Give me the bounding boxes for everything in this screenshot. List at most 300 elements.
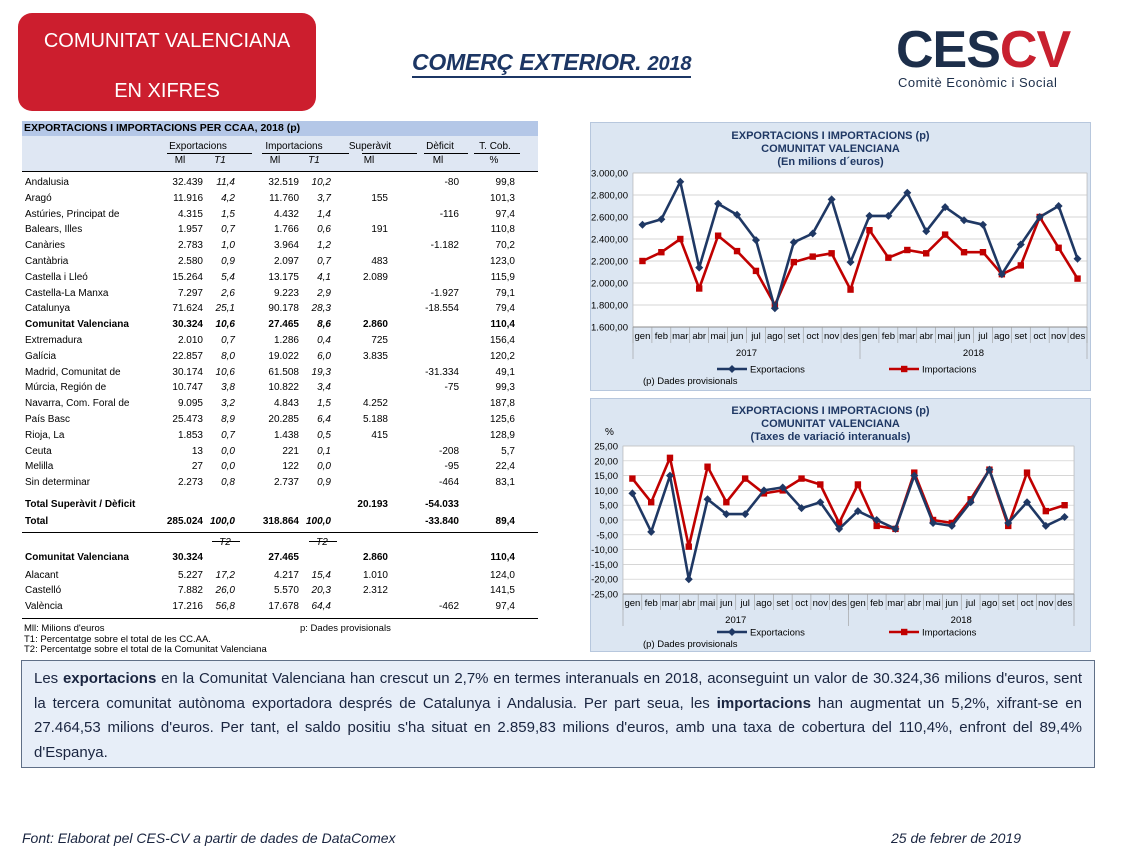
table-row-imports: 1.766 — [273, 224, 299, 236]
x-tick-label: nov — [1050, 331, 1067, 342]
table-row-deficit: -116 — [439, 208, 459, 220]
x-tick-label: des — [1069, 331, 1086, 342]
cv-total-row-coverage: 110,4 — [490, 552, 515, 563]
total-sup-def-row-label: Total Superàvit / Dèficit — [25, 499, 136, 510]
footer-source: Font: Elaborat pel CES-CV a partir de dades de DataComex — [22, 830, 396, 846]
table-row-coverage: 156,4 — [489, 335, 515, 346]
data-point-importacions — [648, 499, 654, 505]
table-row-imports-share: 0,9 — [317, 477, 331, 489]
data-point-importacions — [885, 255, 891, 261]
table-row-label: Sin determinar — [25, 477, 91, 489]
chart-subtitle: COMUNITAT VALENCIANA — [761, 143, 900, 155]
year-label: 2017 — [725, 615, 747, 626]
y-tick-label: 2.800,00 — [591, 190, 628, 202]
legend-marker-exports — [728, 365, 736, 373]
total-row-exports: 285.024 — [166, 516, 203, 527]
x-tick-label: mai — [937, 331, 953, 342]
data-point-importacions — [1074, 275, 1080, 281]
x-tick-label: abr — [907, 598, 922, 609]
x-tick-label: jun — [730, 331, 744, 342]
header-bottom-rule — [22, 171, 538, 172]
y-tick-label: -10,00 — [591, 545, 618, 557]
table-row-exports-share: 0,7 — [221, 224, 235, 236]
x-tick-label: abr — [681, 598, 696, 609]
table-row-exports: 2.580 — [177, 256, 203, 267]
table-row-imports: 4.432 — [273, 208, 299, 220]
table-row-coverage: 125,6 — [489, 414, 515, 425]
y-tick-label: -15,00 — [591, 559, 618, 571]
province-row-imports-share: 15,4 — [311, 570, 331, 581]
province-row-coverage: 124,0 — [489, 570, 515, 581]
data-point-importacions — [1024, 469, 1030, 475]
note-t1: T1: Percentatge sobre el total de les CC.AA. — [24, 633, 211, 645]
table-notes — [24, 623, 391, 656]
table-row-coverage: 115,9 — [490, 271, 515, 283]
column-group-header: Exportacions — [169, 141, 227, 152]
y-tick-label: -5,00 — [596, 530, 618, 542]
data-point-importacions — [828, 250, 834, 256]
year-label: 2018 — [962, 348, 985, 359]
table-row-exports: 2.010 — [177, 335, 203, 346]
legend-label-exports: Exportacions — [750, 364, 805, 376]
province-row-imports: 5.570 — [273, 585, 299, 597]
chart-subtitle: COMUNITAT VALENCIANA — [761, 418, 900, 430]
x-tick-label: nov — [1038, 598, 1054, 609]
table-row-coverage: 110,8 — [490, 224, 515, 236]
table-row-surplus: 725 — [371, 335, 388, 346]
table-row-exports-share: 8,0 — [221, 350, 235, 362]
data-point-importacions — [810, 253, 816, 259]
data-point-importacions — [1061, 502, 1067, 508]
x-tick-label: feb — [644, 598, 658, 609]
total-sup-def-row-deficit: -54.033 — [425, 499, 459, 510]
table-row-imports: 1.438 — [273, 429, 299, 441]
x-tick-label: jun — [945, 598, 959, 609]
table-row-imports: 2.097 — [273, 256, 299, 267]
table-row-surplus: 191 — [371, 224, 388, 236]
table-row-label: Galícia — [25, 350, 57, 362]
data-point-importacions — [798, 475, 804, 481]
legend-marker-exports — [728, 628, 736, 636]
data-point-importacions — [715, 233, 721, 239]
y-tick-label: 2.200,00 — [591, 256, 628, 268]
header-underline — [262, 153, 349, 154]
table-row-exports-share: 0,9 — [221, 256, 235, 267]
total-bottom-rule — [22, 532, 538, 533]
table-row-coverage: 79,4 — [495, 303, 515, 315]
chart-svg — [591, 123, 1090, 390]
data-point-importacions — [1055, 245, 1061, 251]
province-row-imports: 4.217 — [273, 570, 299, 581]
legend-marker-imports — [901, 366, 907, 372]
total-row-exports-share: 100,0 — [209, 516, 235, 527]
year-label: 2018 — [950, 615, 972, 626]
table-row-exports-share: 0,0 — [221, 445, 235, 457]
data-point-importacions — [742, 475, 748, 481]
table-row-exports: 30.174 — [172, 366, 203, 378]
table-row-deficit: -1.927 — [430, 287, 459, 299]
badge-line-1: COMUNITAT VALENCIANA — [43, 30, 291, 52]
data-point-importacions — [817, 481, 823, 487]
page-title — [412, 50, 691, 78]
province-row-surplus: 2.312 — [362, 585, 388, 597]
table-row-label: Rioja, La — [25, 429, 65, 441]
y-tick-label: 10,00 — [594, 485, 618, 497]
table-row-label: Comunitat Valenciana — [25, 319, 129, 331]
total-row-imports: 318.864 — [262, 516, 299, 527]
data-point-importacions — [658, 249, 664, 255]
x-tick-label: jul — [740, 598, 750, 609]
column-sub-header: T1 — [214, 155, 226, 166]
data-point-importacions — [723, 499, 729, 505]
table-row-imports-share: 1,2 — [317, 240, 331, 252]
x-tick-label: mai — [699, 598, 716, 609]
table-row-imports-share: 1,5 — [317, 398, 331, 410]
cv-total-row-exports: 30.324 — [172, 552, 203, 563]
x-tick-label: gen — [624, 598, 641, 609]
total-row-coverage: 89,4 — [495, 516, 515, 527]
table-row-deficit: -80 — [444, 177, 459, 188]
column-sub-header: Ml — [269, 155, 281, 166]
data-point-importacions — [753, 268, 759, 274]
data-point-importacions — [639, 258, 645, 264]
y-tick-label: 2.600,00 — [591, 212, 628, 224]
chart-levels — [590, 122, 1091, 391]
column-group-header: Importacions — [265, 141, 323, 152]
table-row-exports-share: 0,0 — [221, 461, 235, 473]
table-row-exports: 25.473 — [172, 414, 203, 425]
province-row-exports: 17.216 — [172, 600, 203, 612]
table-row-imports: 4.843 — [273, 398, 299, 410]
logo-ces: CES — [896, 21, 1000, 79]
table-row-coverage: 83,1 — [495, 477, 515, 489]
table-row-coverage: 5,7 — [501, 445, 515, 457]
table-row-imports-share: 6,4 — [317, 414, 331, 425]
province-row-exports-share: 56,8 — [215, 600, 235, 612]
y-tick-label: 25,00 — [594, 441, 618, 453]
summary-part-1: Les — [34, 670, 63, 687]
region-badge — [18, 13, 316, 111]
table-row-exports: 1.853 — [177, 429, 203, 441]
logo-cv: CV — [999, 21, 1071, 79]
table-row-imports: 221 — [282, 445, 299, 457]
province-row-exports: 5.227 — [177, 570, 203, 581]
table-row-imports-share: 0,6 — [317, 224, 331, 236]
total-row-deficit: -33.840 — [425, 516, 459, 527]
table-row-coverage: 70,2 — [495, 240, 515, 252]
table-row-exports: 32.439 — [172, 177, 203, 188]
x-tick-label: mar — [899, 331, 916, 342]
table-row-imports-share: 10,2 — [311, 177, 331, 188]
data-point-importacions — [1018, 262, 1024, 268]
header-underline — [424, 153, 468, 154]
province-row-surplus: 1.010 — [362, 570, 388, 581]
table-row-imports: 122 — [282, 461, 299, 473]
table-row-exports: 2.783 — [177, 240, 203, 252]
legend-label-imports: Importacions — [922, 364, 977, 376]
table-row-imports-share: 0,1 — [317, 445, 331, 457]
badge-line-2: EN XIFRES — [114, 80, 220, 102]
data-point-importacions — [866, 227, 872, 233]
table-row-exports-share: 11,4 — [216, 177, 235, 188]
table-row-imports: 13.175 — [268, 271, 299, 283]
summary-bold-exports: exportacions — [62, 670, 157, 687]
cescv-logo — [896, 21, 1102, 94]
y-axis-label: % — [605, 427, 614, 438]
header-underline — [474, 153, 520, 154]
province-row-imports-share: 64,4 — [311, 600, 331, 612]
x-tick-label: ago — [993, 331, 1010, 342]
data-point-importacions — [847, 286, 853, 292]
province-row-exports: 7.882 — [177, 585, 203, 597]
data-point-importacions — [696, 285, 702, 291]
table-row-coverage: 110,4 — [490, 319, 515, 331]
table-row-exports-share: 10,6 — [215, 366, 235, 378]
x-tick-label: feb — [881, 331, 895, 342]
table-row-exports: 71.624 — [172, 303, 203, 315]
summary-text — [21, 660, 1095, 768]
chart-subtitle: (Taxes de variació interanuals) — [750, 431, 911, 443]
x-tick-label: oct — [1020, 598, 1034, 609]
table-row-imports: 90.178 — [268, 303, 299, 315]
x-tick-label: ago — [766, 331, 783, 342]
table-row-exports: 15.264 — [172, 271, 203, 283]
x-tick-label: mar — [672, 331, 689, 342]
table-row-imports-share: 0,7 — [317, 256, 331, 267]
note-provisional: p: Dades provisionals — [300, 623, 391, 634]
table-row-exports-share: 0,7 — [221, 335, 235, 346]
table-row-imports-share: 0,0 — [317, 461, 331, 473]
table-row-deficit: -31.334 — [425, 366, 459, 378]
table-row-coverage: 101,3 — [489, 192, 515, 204]
y-tick-label: 1.600,00 — [591, 322, 628, 334]
x-tick-label: oct — [806, 331, 820, 342]
table-row-surplus: 415 — [371, 429, 388, 441]
x-tick-label: oct — [1033, 331, 1047, 342]
table-row-coverage: 99,8 — [495, 177, 515, 188]
x-tick-label: feb — [870, 598, 884, 609]
chart-note: (p) Dades provisionals — [643, 376, 738, 387]
x-tick-label: des — [831, 598, 847, 609]
province-row-exports-share: 17,2 — [215, 570, 235, 581]
table-row-imports-share: 28,3 — [311, 303, 331, 315]
table-row-label: Canàries — [25, 240, 66, 252]
table-row-imports-share: 8,6 — [317, 319, 331, 331]
y-tick-label: 2.000,00 — [591, 278, 628, 290]
column-sub-header: Ml — [174, 155, 186, 166]
note-t2: T2: Percentatge sobre el total de la Comunitat Valenciana — [24, 644, 267, 655]
table-row-label: Extremadura — [25, 335, 83, 346]
column-group-header: Dèficit — [426, 141, 454, 152]
table-row-imports: 61.508 — [268, 366, 299, 378]
cv-total-row-imports: 27.465 — [268, 552, 299, 563]
table-row-imports-share: 0,5 — [317, 429, 331, 441]
table-row-deficit: -208 — [438, 445, 459, 457]
year-label: 2017 — [735, 348, 758, 359]
table-row-label: Ceuta — [25, 445, 52, 457]
data-point-importacions — [677, 236, 683, 242]
x-tick-label: des — [1056, 598, 1073, 609]
table-row-exports: 22.857 — [172, 350, 203, 362]
y-tick-label: 15,00 — [594, 471, 618, 483]
x-tick-label: mar — [661, 598, 679, 609]
table-row-label: País Basc — [25, 414, 71, 425]
y-tick-label: 2.400,00 — [591, 234, 628, 246]
table-row-label: Madrid, Comunitat de — [25, 366, 121, 378]
table-row-imports: 20.285 — [268, 414, 299, 425]
table-row-deficit: -464 — [438, 477, 459, 489]
table-row-exports: 30.324 — [172, 319, 203, 331]
table-row-surplus: 3.835 — [362, 350, 388, 362]
data-point-importacions — [1043, 508, 1049, 514]
note-ml: Mll: Milions d'euros — [24, 623, 105, 634]
legend-label-imports: Importacions — [922, 627, 977, 639]
table-row-imports: 2.737 — [273, 477, 299, 489]
chart-title: EXPORTACIONS I IMPORTACIONS (p) — [731, 130, 930, 142]
summary-part-3: han augmentat un 5,2%, xifrant-se en 27.464,53 milions d'euros. Per tant, el saldo positiu s'ha situat en 2.859,83 milions d'euros, amb una taxa de cobertura del 110,4%, enfront del 89,4% d'Espanya. — [34, 694, 1082, 761]
table-row-exports-share: 4,2 — [221, 192, 235, 204]
table-bottom-rule — [22, 618, 538, 619]
table-row-surplus: 2.089 — [362, 271, 388, 283]
table-row-exports: 1.957 — [177, 224, 203, 236]
province-row-deficit: -462 — [438, 600, 459, 612]
table-row-surplus: 2.860 — [362, 319, 388, 331]
cv-total-row-label: Comunitat Valenciana — [25, 552, 129, 563]
x-tick-label: jul — [965, 598, 976, 609]
x-tick-label: jul — [978, 331, 988, 342]
table-row-imports: 10.822 — [268, 382, 299, 394]
table-row-coverage: 99,3 — [495, 382, 515, 394]
x-tick-label: ago — [981, 598, 998, 609]
table-row-imports-share: 3,4 — [317, 382, 331, 394]
legend-label-exports: Exportacions — [750, 627, 805, 639]
table-row-imports-share: 4,1 — [317, 271, 331, 283]
province-row-exports-share: 26,0 — [215, 585, 235, 597]
x-tick-label: gen — [634, 331, 651, 342]
page-title-main: COMERÇ EXTERIOR. — [412, 49, 642, 75]
table-row-coverage: 97,4 — [495, 208, 515, 220]
table-row-exports-share: 25,1 — [215, 303, 235, 315]
footer-date: 25 de febrer de 2019 — [891, 830, 1021, 846]
table-row-exports: 9.095 — [177, 398, 203, 410]
y-tick-label: -20,00 — [591, 574, 618, 586]
table-row-exports: 2.273 — [177, 477, 203, 489]
table-row-deficit: -95 — [444, 461, 459, 473]
column-sub-header: Ml — [363, 155, 375, 166]
x-tick-label: set — [776, 598, 790, 609]
province-row-label: Alacant — [25, 570, 59, 581]
table-row-exports-share: 2,6 — [221, 287, 235, 299]
x-tick-label: set — [787, 331, 801, 342]
province-row-imports-share: 20,3 — [311, 585, 331, 597]
table-row-exports: 11.916 — [173, 192, 203, 204]
table-row-exports-share: 3,2 — [221, 398, 235, 410]
y-tick-label: -25,00 — [591, 589, 618, 601]
column-sub-header: T1 — [308, 155, 320, 166]
data-point-importacions — [942, 231, 948, 237]
table-row-exports-share: 0,8 — [221, 477, 235, 489]
table-row-imports: 32.519 — [268, 177, 299, 188]
chart-note: (p) Dades provisionals — [643, 639, 738, 650]
x-tick-label: des — [842, 331, 859, 342]
data-point-importacions — [904, 247, 910, 253]
table-row-imports-share: 6,0 — [317, 350, 331, 362]
y-tick-label: 0,00 — [599, 515, 618, 527]
table-row-label: Andalusia — [25, 177, 69, 188]
table-row-surplus: 4.252 — [362, 398, 388, 410]
column-sub-header: % — [489, 155, 499, 166]
total-row-label: Total — [25, 516, 49, 527]
table-row-label: Múrcia, Región de — [25, 382, 107, 394]
chart-svg — [591, 399, 1090, 651]
data-point-importacions — [961, 249, 967, 255]
data-point-importacions — [980, 249, 986, 255]
data-point-importacions — [704, 464, 710, 470]
total-sup-def-row-surplus: 20.193 — [357, 499, 388, 510]
table-row-deficit: -1.182 — [430, 240, 459, 252]
table-row-label: Aragó — [25, 192, 52, 204]
table-row-exports: 13 — [191, 445, 203, 457]
table-row-surplus: 155 — [371, 192, 388, 204]
plot-area — [633, 173, 1087, 327]
x-tick-label: gen — [849, 598, 866, 609]
table-row-surplus: 5.188 — [362, 414, 388, 425]
table-row-imports: 11.760 — [269, 192, 299, 204]
table-row-label: Balears, Illes — [25, 224, 83, 236]
chart-rates — [590, 398, 1091, 652]
table-row-imports: 1.286 — [273, 335, 299, 346]
y-tick-label: 3.000,00 — [591, 168, 628, 180]
table-row-exports-share: 1,0 — [221, 240, 235, 252]
table-row-label: Castella i Lleó — [25, 271, 88, 283]
table-row-coverage: 49,1 — [495, 366, 515, 378]
data-point-importacions — [629, 475, 635, 481]
table-row-imports: 19.022 — [268, 350, 299, 362]
trade-table — [22, 121, 538, 621]
x-tick-label: gen — [861, 331, 878, 342]
data-point-importacions — [667, 455, 673, 461]
table-row-imports-share: 3,7 — [317, 192, 331, 204]
x-tick-label: mai — [710, 331, 726, 342]
table-row-imports: 27.465 — [268, 319, 299, 331]
table-row-coverage: 187,8 — [489, 398, 515, 410]
table-row-exports-share: 1,5 — [221, 208, 235, 220]
summary-part-2: en la Comunitat Valenciana han crescut un 2,7% en termes interanuals en 2018, aconseguint un valor de 30.324,36 milions d'euros, sent la tercera comunitat autònoma exportadora després de Catalunya i Andalusia. Per part seua, les — [34, 670, 1082, 712]
table-row-coverage: 128,9 — [489, 429, 515, 441]
table-row-surplus: 483 — [371, 256, 388, 267]
table-row-imports-share: 19,3 — [311, 366, 331, 378]
t2-label: T2 — [316, 537, 328, 548]
table-row-coverage: 120,2 — [489, 350, 515, 362]
data-point-importacions — [686, 543, 692, 549]
province-row-coverage: 141,5 — [489, 585, 515, 597]
table-row-label: Astúries, Principat de — [25, 208, 120, 220]
table-row-coverage: 123,0 — [489, 256, 515, 267]
province-row-imports: 17.678 — [268, 600, 299, 612]
table-row-coverage: 22,4 — [495, 461, 515, 473]
page-title-year: 2018 — [647, 53, 692, 75]
table-row-exports: 7.297 — [177, 287, 203, 299]
column-group-header: T. Cob. — [479, 141, 511, 152]
data-point-importacions — [923, 250, 929, 256]
column-sub-header: Ml — [432, 155, 444, 166]
province-row-label: València — [25, 600, 63, 612]
y-tick-label: 1.800,00 — [591, 300, 628, 312]
table-caption: EXPORTACIONS I IMPORTACIONS PER CCAA, 2018 (p) — [22, 121, 538, 136]
header-underline — [167, 153, 252, 154]
table-row-label: Castella-La Manxa — [25, 287, 109, 299]
x-tick-label: nov — [812, 598, 828, 609]
